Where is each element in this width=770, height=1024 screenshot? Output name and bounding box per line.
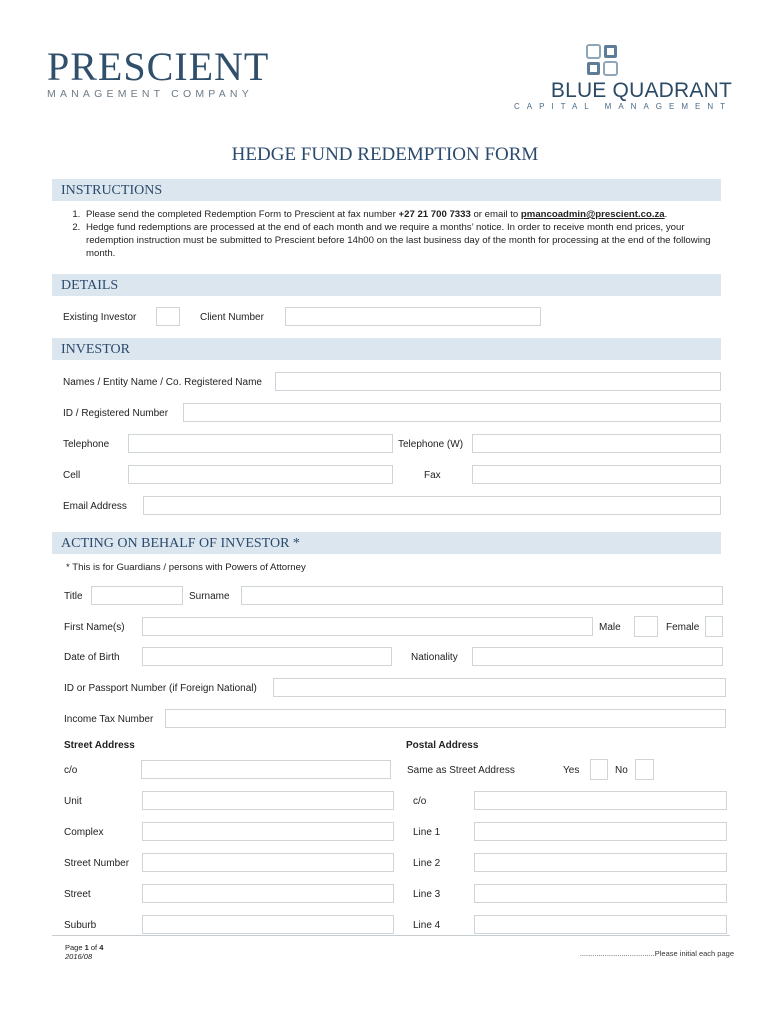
street-label: Street [64, 889, 91, 900]
female-label: Female [666, 622, 700, 633]
dob-label: Date of Birth [64, 652, 120, 663]
surname-label: Surname [189, 591, 230, 602]
female-checkbox[interactable] [705, 616, 723, 637]
fax-label: Fax [424, 470, 441, 481]
line4-field[interactable] [474, 915, 727, 934]
postal-address-heading: Postal Address [406, 740, 479, 751]
fax-field[interactable] [472, 465, 721, 484]
passport-field[interactable] [273, 678, 726, 697]
yes-label: Yes [563, 765, 580, 776]
line1-field[interactable] [474, 822, 727, 841]
telephone-field[interactable] [128, 434, 393, 453]
street-number-field[interactable] [142, 853, 394, 872]
street-co-label: c/o [64, 765, 78, 776]
cell-field[interactable] [128, 465, 393, 484]
postal-co-field[interactable] [474, 791, 727, 810]
line3-field[interactable] [474, 884, 727, 903]
page-number [65, 943, 103, 952]
client-number-field[interactable] [285, 307, 541, 326]
complex-field[interactable] [142, 822, 394, 841]
id-number-label: ID / Registered Number [63, 408, 169, 419]
initial-each-page: ....................................Please initial each page [579, 949, 734, 958]
section-investor: INVESTOR [52, 338, 721, 360]
footer-divider [52, 935, 730, 936]
no-checkbox[interactable] [635, 759, 654, 780]
footer-page-info [65, 943, 103, 961]
nationality-label: Nationality [411, 652, 458, 663]
instruction-item-2: 2. Hedge fund redemptions are processed at the end of each month and we require a months’ notice. In order to receive month end prices, your redemption instruction must be submitted to Prescient before 14h00 on the last business day of the month for processing at the end of the following month. [83, 221, 717, 260]
title-label: Title [64, 591, 83, 602]
page-total: 4 [99, 943, 104, 952]
names-field[interactable] [275, 372, 721, 391]
page-current: 1 [84, 943, 89, 952]
acting-note: * This is for Guardians / persons with Powers of Attorney [66, 562, 306, 573]
blue-quadrant-logo-name: BLUE QUADRANT [550, 79, 732, 102]
line2-label: Line 2 [413, 858, 441, 869]
fax-number: +27 21 700 7333 [398, 209, 471, 220]
suburb-label: Suburb [64, 920, 97, 931]
prescient-logo [47, 44, 270, 100]
section-acting-on-behalf: ACTING ON BEHALF OF INVESTOR * [52, 532, 721, 554]
form-version-date: 2016/08 [65, 952, 93, 961]
unit-field[interactable] [142, 791, 394, 810]
surname-field[interactable] [241, 586, 723, 605]
form-title: HEDGE FUND REDEMPTION FORM [231, 144, 539, 165]
instruction-item-1 [83, 208, 717, 221]
page-of: of [88, 943, 100, 952]
section-instructions: INSTRUCTIONS [52, 179, 721, 201]
cell-label: Cell [63, 470, 81, 481]
tax-number-label: Income Tax Number [64, 714, 154, 725]
yes-checkbox[interactable] [590, 759, 608, 780]
blue-quadrant-logo-tagline: CAPITAL MANAGEMENT [513, 102, 732, 111]
names-label: Names / Entity Name / Co. Registered Name [63, 377, 262, 388]
page-prefix: Page [65, 943, 85, 952]
existing-investor-checkbox[interactable] [156, 307, 180, 326]
male-checkbox[interactable] [634, 616, 658, 637]
first-names-field[interactable] [142, 617, 593, 636]
passport-label: ID or Passport Number (if Foreign National) [64, 683, 257, 694]
male-label: Male [599, 622, 621, 633]
first-names-label: First Name(s) [64, 622, 125, 633]
nationality-field[interactable] [472, 647, 723, 666]
complex-label: Complex [64, 827, 104, 838]
tax-number-field[interactable] [165, 709, 726, 728]
prescient-logo-name: PRESCIENT [47, 44, 270, 89]
client-number-label: Client Number [200, 312, 264, 323]
line4-label: Line 4 [413, 920, 441, 931]
street-address-heading: Street Address [64, 740, 135, 751]
instructions-list [62, 208, 717, 260]
same-as-street-label: Same as Street Address [407, 765, 515, 776]
prescient-logo-tagline: MANAGEMENT COMPANY [47, 88, 253, 100]
suburb-field[interactable] [142, 915, 394, 934]
id-number-field[interactable] [183, 403, 721, 422]
telephone-w-label: Telephone (W) [398, 439, 464, 450]
instruction-1-mid: or email to [470, 209, 521, 220]
no-label: No [615, 765, 628, 776]
postal-co-label: c/o [413, 796, 427, 807]
email-link[interactable]: pmancoadmin@prescient.co.za [520, 209, 665, 220]
instruction-1-end: . [664, 209, 668, 220]
street-field[interactable] [142, 884, 394, 903]
email-field[interactable] [143, 496, 721, 515]
telephone-w-field[interactable] [472, 434, 721, 453]
four-square-quadrant-icon [586, 44, 618, 76]
title-field[interactable] [91, 586, 183, 605]
instruction-1-text: Please send the completed Redemption Form to Prescient at fax number [86, 209, 399, 220]
dob-field[interactable] [142, 647, 392, 666]
line2-field[interactable] [474, 853, 727, 872]
blue-quadrant-logo [514, 44, 732, 111]
street-number-label: Street Number [64, 858, 130, 869]
section-details: DETAILS [52, 274, 721, 296]
telephone-label: Telephone [63, 439, 110, 450]
line3-label: Line 3 [413, 889, 441, 900]
email-label: Email Address [63, 501, 127, 512]
street-co-field[interactable] [141, 760, 391, 779]
existing-investor-label: Existing Investor [63, 312, 137, 323]
unit-label: Unit [64, 796, 82, 807]
line1-label: Line 1 [413, 827, 441, 838]
